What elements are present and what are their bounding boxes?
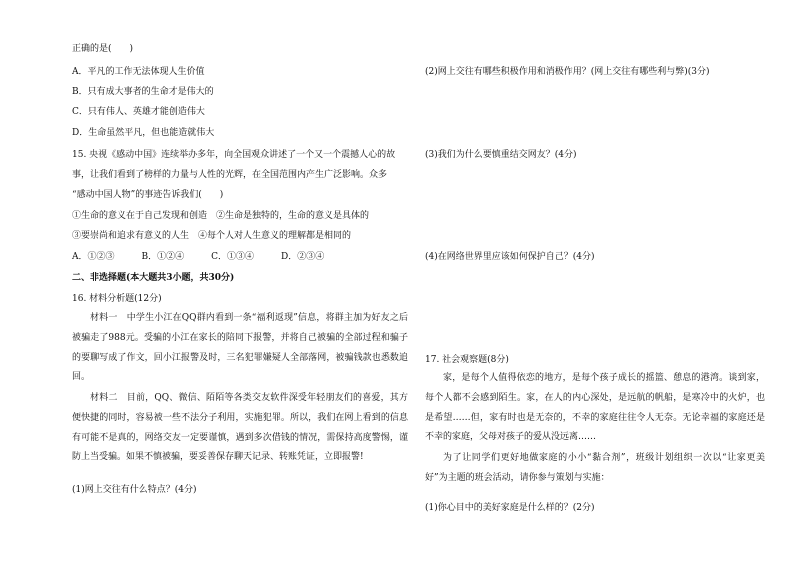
q16-title: 16. 材料分析题(12分) <box>72 294 162 304</box>
q14-option-c: C．只有伟人、英雄才能创造伟大 <box>72 107 205 117</box>
q15-statements-1: ①生命的意义在于自己发现和创造 ②生命是独特的，生命的意义是具体的 <box>72 211 370 221</box>
q15-stem-line1: 15. 央视《感动中国》连续举办多年，向全国观众讲述了一个又一个震撼人心的故 <box>72 150 396 160</box>
q14-stem-tail: 正确的是( ) <box>72 44 134 54</box>
q17-title: 17. 社会观察题(8分) <box>425 355 509 365</box>
material-2 <box>72 389 408 468</box>
material-1-text: 材料一 中学生小江在QQ群内看到一条“福利返现”信息，将群主加为好友之后被骗走了988元。受骗的小江在家长的陪同下报警，并将自己被骗的全部过程和骗子的要聊写成了作文，回小江报警及时，三名犯罪嫌疑人全部落网，被骗钱款也悉数追回。 <box>72 313 408 383</box>
section-2-heading: 二、非选择题(本大题共3小题，共30分) <box>72 273 235 283</box>
q17-paragraph-2 <box>425 449 765 489</box>
q16-sub1: (1)网上交往有什么特点？(4分) <box>72 485 197 495</box>
q17-sub1: (1)你心目中的美好家庭是什么样的？(2分) <box>425 503 595 513</box>
q16-sub2: (2)网上交往有哪些积极作用和消极作用？(网上交往有哪些利与弊)(3分) <box>425 67 710 77</box>
q16-sub4: (4)在网络世界里应该如何保护自己？(4分) <box>425 252 595 262</box>
q17-paragraph-2-text: 为了让同学们更好地做家庭的小小“黏合剂”，班级计划组织一次以“让家更美好”为主题的班会活动，请你参与策划与实施： <box>425 453 765 483</box>
q15-statements-2: ③要崇尚和追求有意义的人生 ④每个人对人生意义的理解都是相同的 <box>72 231 352 241</box>
material-1 <box>72 309 408 388</box>
material-2-text: 材料二 目前，QQ、微信、陌陌等各类交友软件深受年轻朋友们的喜爱，其方便快捷的同时，容易被一些不法分子利用，实施犯罪。所以，我们在网上看到的信息有可能不是真的，网络交友一定要谨慎，遇到多次借钱的情况，需保持高度警惕，谨防上当受骗。如果不慎被骗，要妥善保存聊天记录、转账凭证，立即报警! <box>72 393 408 463</box>
q17-paragraph-1-text: 家，是每个人值得依恋的地方，是每个孩子成长的摇篮、憩息的港湾。谈到家，每个人都不会感到陌生。家，在人的内心深处，是远航的帆船，是寒冷中的火炉，也是希望……但，家有时也是无奈的，不幸的家庭往往令人无奈。无论幸福的家庭还是不幸的家庭，父母对孩子的爱从没远离…… <box>425 373 765 443</box>
q16-sub3: (3)我们为什么要慎重结交网友？(4分) <box>425 150 577 160</box>
q15-stem-line2: 事，让我们看到了榜样的力量与人性的光辉，在全国范围内产生广泛影响。众多 <box>72 170 388 180</box>
q17-paragraph-1 <box>425 369 765 448</box>
q15-options: A．①②③ B．①②④ C．①③④ D．②③④ <box>72 252 325 262</box>
q15-stem-line3: “感动中国人物”的事迹告诉我们( ) <box>72 190 224 200</box>
q14-option-a: A．平凡的工作无法体现人生价值 <box>72 67 205 77</box>
q14-option-d: D．生命虽然平凡，但也能造就伟大 <box>72 128 215 138</box>
q14-option-b: B．只有成大事者的生命才是伟大的 <box>72 87 214 97</box>
